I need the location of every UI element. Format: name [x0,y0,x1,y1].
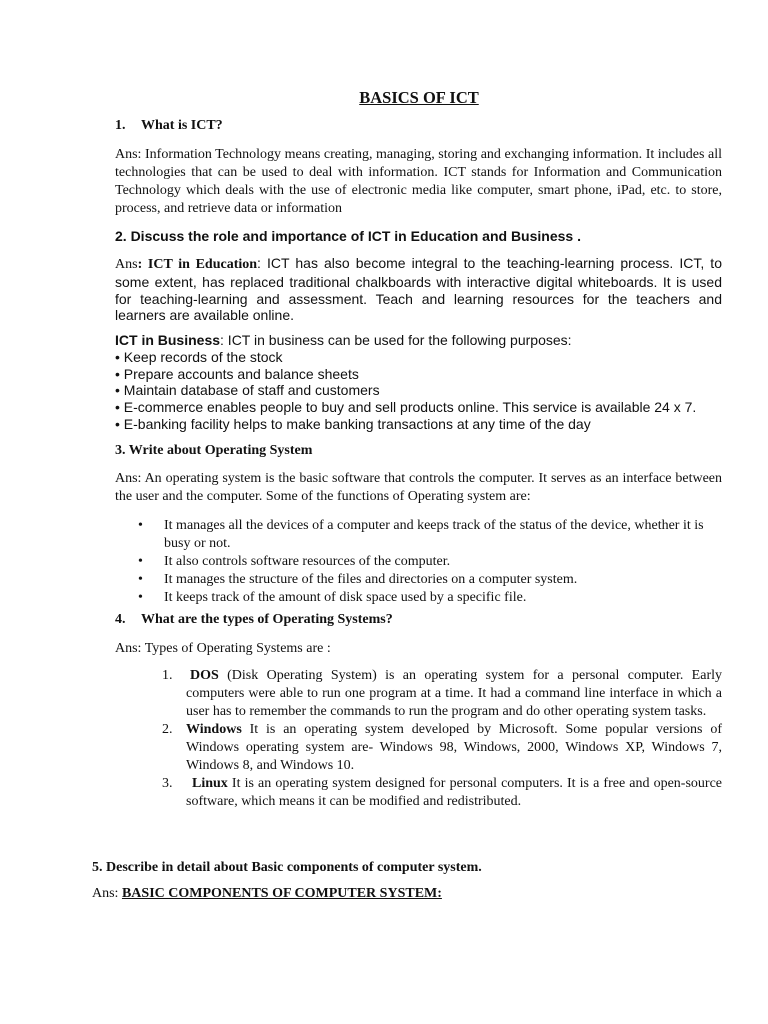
q5-heading: 5. Describe in detail about Basic components of computer system. [92,860,482,875]
q2-education-text: : ICT has also become integral to the teaching-learning process. ICT, to some extent, has replaced traditional chalkboards with interactive digital whiteboards. It is used for teaching-learning and assessment. Teach and learning resources for the teachers and learners are available online. [115,255,722,324]
q2-business-intro-text: : ICT in business can be used for the following purposes: [220,332,572,348]
os-type-name: DOS [190,668,219,683]
q3-function-list [138,517,722,607]
business-item-5: • E-banking facility helps to make banking transactions at any time of the day [115,415,591,432]
os-type-windows [162,721,722,775]
os-type-linux [162,775,722,811]
os-function-item-3 [138,571,722,589]
list-number: 2. [162,722,173,737]
document-title: BASICS OF ICT [359,88,479,107]
q2-business-section [115,332,735,433]
bullet-icon: • [138,572,143,587]
os-function-text: It also controls software resources of the computer. [164,554,451,569]
os-function-text: It manages the structure of the files and directories on a computer system. [164,572,578,587]
os-type-name: Linux [192,776,228,791]
q5-answer-heading: BASIC COMPONENTS OF COMPUTER SYSTEM: [121,886,442,901]
business-item-4: • E-commerce enables people to buy and sell products online. This service is available 24 x 7. [115,399,697,416]
bullet-icon: • [138,590,143,605]
q2-business-label: ICT in Business [115,332,221,348]
os-type-description: (Disk Operating System) is an operating system for a personal computer. Early computers were able to run one program at a time. It had a command line interface in which a user has to remember the commands to run the program and do other operating system tasks. [186,668,722,719]
q2-heading: 2. Discuss the role and importance of ICT in Education and Business . [115,228,581,244]
os-types-list [162,667,722,811]
q3-answer: Ans: An operating system is the basic software that controls the computer. It serves as an interface between the user and the computer. Some of the functions of Operating system are: [115,471,722,504]
os-function-text: It keeps track of the amount of disk space used by a specific file. [164,590,527,605]
list-number: 3. [162,776,173,791]
os-function-text: It manages all the devices of a computer and keeps track of the status of the device, whether it is busy or not. [164,518,704,551]
q2-education-label: : ICT in Education [137,257,258,272]
q4-number: 4. [115,612,126,627]
business-item-1: • Keep records of the stock [115,348,283,365]
q3-heading: 3. Write about Operating System [115,443,313,458]
q2-business-intro [115,332,735,349]
bullet-icon: • [138,518,143,533]
list-number: 1. [162,668,173,683]
q1-question: What is ICT? [141,118,223,133]
q2-ans-prefix: Ans [115,257,138,272]
q4-answer: Ans: Types of Operating Systems are : [115,641,331,656]
os-type-name: Windows [186,722,242,737]
business-item-2: • Prepare accounts and balance sheets [115,365,359,382]
os-type-description: It is an operating system developed by Microsoft. Some popular versions of Windows operating system are- Windows 98, Windows, 2000, Windows XP, Windows 7, Windows 8, and Windows 10. [186,722,722,773]
os-function-item-4 [138,589,722,607]
os-function-item-1 [138,517,722,553]
q1-answer: Ans: Information Technology means creating, managing, storing and exchanging information. It includes all technologies that can be used to deal with information. ICT stands for Information and Communication Technology which deals with the use of electronic media like computer, smart phone, iPad, etc. to store, process, and retrieve data or information [115,147,722,216]
os-function-item-2 [138,553,722,571]
business-item-3: • Maintain database of staff and customers [115,382,380,399]
bullet-icon: • [138,554,143,569]
q5-answer [92,886,732,902]
os-type-description: It is an operating system designed for personal computers. It is a free and open-source software, which means it can be modified and redistributed. [186,776,722,809]
q2-education-paragraph [115,255,722,324]
q5-ans-prefix: Ans: [92,886,122,901]
q4-question: What are the types of Operating Systems? [141,612,393,627]
q2-business-list [115,349,735,433]
q1-heading [115,118,735,134]
os-type-dos [162,667,722,721]
q4-heading [115,612,735,628]
q1-number: 1. [115,118,126,133]
